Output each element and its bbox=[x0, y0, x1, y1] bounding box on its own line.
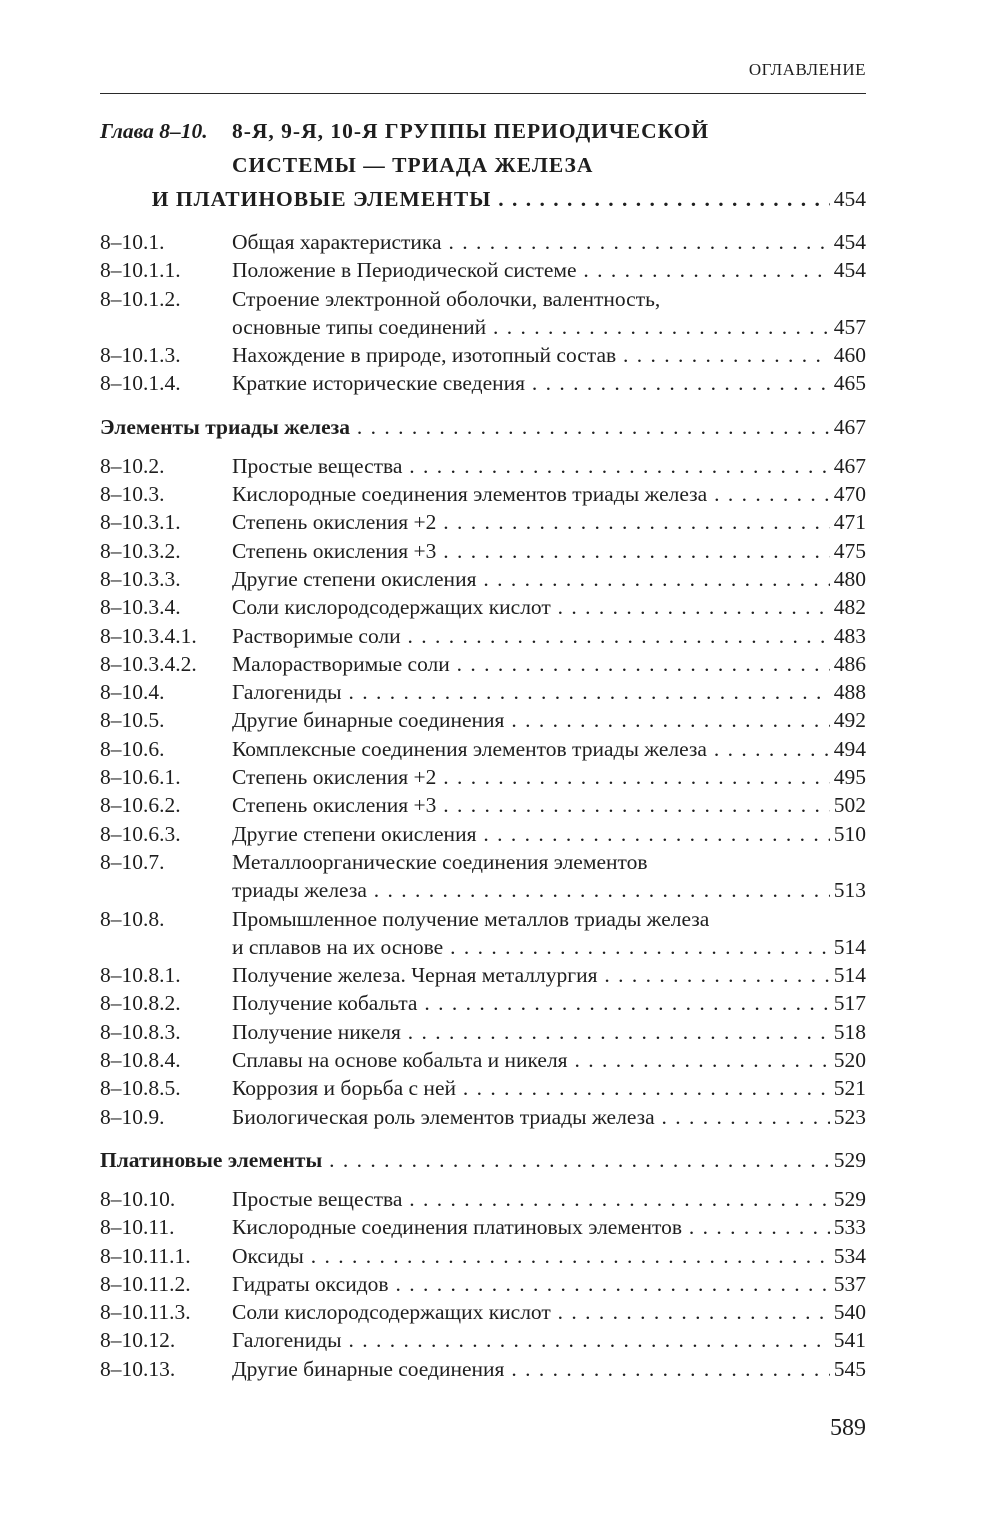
entry-title: Растворимые соли . . . bbox=[232, 622, 830, 650]
toc-entry bbox=[100, 1326, 866, 1354]
toc-entry bbox=[100, 961, 866, 989]
entry-number: 8–10.3.4. bbox=[100, 595, 181, 620]
table-of-contents bbox=[100, 114, 866, 1383]
entry-page: 471 bbox=[833, 510, 866, 535]
entry-page: 492 bbox=[833, 708, 866, 733]
toc-entry bbox=[100, 1242, 866, 1270]
toc-entry bbox=[100, 735, 866, 763]
entry-title: Оксиды . . . bbox=[232, 1242, 830, 1270]
toc-entry-continuation bbox=[100, 933, 866, 961]
entry-number: 8–10.8.5. bbox=[100, 1076, 181, 1101]
entry-title: Коррозия и борьба с ней . . . bbox=[232, 1074, 830, 1102]
toc-entry bbox=[100, 820, 866, 848]
entry-page: 454 bbox=[833, 230, 866, 254]
entry-page: 514 bbox=[833, 963, 866, 988]
toc-entry bbox=[100, 228, 866, 256]
chapter-heading bbox=[100, 114, 866, 216]
entry-number: 8–10.12. bbox=[100, 1328, 176, 1353]
toc-entry bbox=[100, 256, 866, 284]
toc-entry bbox=[100, 622, 866, 650]
entry-page: 513 bbox=[833, 878, 866, 903]
entry-page: 529 bbox=[833, 1186, 866, 1211]
general-entries bbox=[100, 228, 866, 398]
entry-title: Соли кислородсодержащих кислот . . . bbox=[232, 1298, 830, 1326]
toc-entry bbox=[100, 341, 866, 369]
chapter-title-line-3: И ПЛАТИНОВЫЕ ЭЛЕМЕНТЫ . . . bbox=[152, 182, 830, 216]
chapter-label: Глава 8–10. bbox=[100, 119, 208, 143]
toc-entry bbox=[100, 848, 866, 876]
entry-title: Сплавы на основе кобальта и никеля . . . bbox=[232, 1046, 830, 1074]
toc-entry bbox=[100, 565, 866, 593]
entry-number: 8–10.8.2. bbox=[100, 991, 181, 1016]
toc-entry bbox=[100, 285, 866, 313]
entry-page: 467 bbox=[833, 453, 866, 478]
chapter-title-line-1: 8-Я, 9-Я, 10-Я ГРУППЫ ПЕРИОДИЧЕСКОЙ bbox=[232, 119, 710, 143]
entry-title-continuation: основные типы соединений . . . bbox=[232, 313, 830, 341]
entry-title: Получение железа. Черная металлургия . . . bbox=[232, 961, 830, 989]
section-page: 467 bbox=[833, 414, 866, 439]
entry-page: 465 bbox=[833, 371, 866, 396]
entry-number: 8–10.6. bbox=[100, 736, 165, 761]
entry-number: 8–10.5. bbox=[100, 708, 165, 733]
entry-title: Кислородные соединения элементов триады железа . . . bbox=[232, 480, 830, 508]
toc-entry bbox=[100, 537, 866, 565]
entry-title: Получение никеля . . . bbox=[232, 1018, 830, 1046]
entry-page: 475 bbox=[833, 538, 866, 563]
entry-number: 8–10.6.3. bbox=[100, 821, 181, 846]
entry-number: 8–10.8. bbox=[100, 906, 165, 931]
entry-title: Другие степени окисления . . . bbox=[232, 565, 830, 593]
entry-number: 8–10.8.4. bbox=[100, 1048, 181, 1073]
section-iron-triad bbox=[100, 412, 866, 442]
entry-page: 457 bbox=[833, 314, 866, 339]
entry-number: 8–10.6.2. bbox=[100, 793, 181, 818]
toc-entry bbox=[100, 905, 866, 933]
entry-page: 483 bbox=[833, 623, 866, 648]
entry-title: Степень окисления +3 . . . bbox=[232, 537, 830, 565]
toc-entry-continuation bbox=[100, 313, 866, 341]
entry-page: 480 bbox=[833, 566, 866, 591]
chapter-page: 454 bbox=[833, 187, 866, 211]
entry-title: Степень окисления +2 . . . bbox=[232, 763, 830, 791]
toc-entry bbox=[100, 1298, 866, 1326]
entry-title: Степень окисления +3 . . . bbox=[232, 791, 830, 819]
entry-title: Простые вещества . . . bbox=[232, 452, 830, 480]
entry-number: 8–10.3. bbox=[100, 482, 165, 507]
entry-number: 8–10.2. bbox=[100, 453, 165, 478]
entry-title: Краткие исторические сведения . . . bbox=[232, 369, 830, 397]
entry-page: 482 bbox=[833, 595, 866, 620]
entry-number: 8–10.8.3. bbox=[100, 1019, 181, 1044]
entry-number: 8–10.6.1. bbox=[100, 765, 181, 790]
entry-number: 8–10.11.1. bbox=[100, 1243, 191, 1268]
entry-page: 523 bbox=[833, 1104, 866, 1129]
entry-title: Другие бинарные соединения . . . bbox=[232, 706, 830, 734]
toc-entry bbox=[100, 1018, 866, 1046]
entry-page: 460 bbox=[833, 343, 866, 368]
entry-title-continuation: триады железа . . . bbox=[232, 876, 830, 904]
entry-title: Строение электронной оболочки, валентность, bbox=[232, 286, 661, 311]
entry-title: Положение в Периодической системе . . . bbox=[232, 256, 830, 284]
entry-title: Простые вещества . . . bbox=[232, 1185, 830, 1213]
toc-entry bbox=[100, 1074, 866, 1102]
entry-number: 8–10.3.1. bbox=[100, 510, 181, 535]
entry-number: 8–10.11.3. bbox=[100, 1300, 191, 1325]
entry-title: Общая характеристика . . . bbox=[232, 228, 830, 256]
toc-entry bbox=[100, 791, 866, 819]
entry-number: 8–10.9. bbox=[100, 1104, 165, 1129]
entry-page: 520 bbox=[833, 1048, 866, 1073]
entry-page: 541 bbox=[833, 1328, 866, 1353]
entry-title: Нахождение в природе, изотопный состав . . . bbox=[232, 341, 830, 369]
entry-number: 8–10.3.4.1. bbox=[100, 623, 197, 648]
platinum-entries bbox=[100, 1185, 866, 1383]
toc-entry bbox=[100, 480, 866, 508]
entry-number: 8–10.13. bbox=[100, 1356, 176, 1381]
toc-entry bbox=[100, 989, 866, 1017]
entry-number: 8–10.3.4.2. bbox=[100, 651, 197, 676]
entry-title-continuation: и сплавов на их основе . . . bbox=[232, 933, 830, 961]
section-title: Элементы триады железа . . . bbox=[100, 412, 830, 442]
entry-page: 533 bbox=[833, 1215, 866, 1240]
section-platinum bbox=[100, 1145, 866, 1175]
entry-title: Малорастворимые соли . . . bbox=[232, 650, 830, 678]
entry-page: 514 bbox=[833, 934, 866, 959]
section-title: Платиновые элементы . . . bbox=[100, 1145, 830, 1175]
toc-entry bbox=[100, 1046, 866, 1074]
entry-page: 494 bbox=[833, 736, 866, 761]
toc-entry bbox=[100, 369, 866, 397]
entry-number: 8–10.11. bbox=[100, 1215, 175, 1240]
entry-page: 488 bbox=[833, 680, 866, 705]
entry-number: 8–10.10. bbox=[100, 1186, 176, 1211]
toc-entry bbox=[100, 593, 866, 621]
entry-page: 502 bbox=[833, 793, 866, 818]
entry-title: Комплексные соединения элементов триады железа . . . bbox=[232, 735, 830, 763]
chapter-title-line-2: СИСТЕМЫ — ТРИАДА ЖЕЛЕЗА bbox=[232, 153, 594, 177]
entry-page: 545 bbox=[833, 1356, 866, 1381]
entry-number: 8–10.1.4. bbox=[100, 371, 181, 396]
entry-number: 8–10.7. bbox=[100, 849, 165, 874]
entry-number: 8–10.1.1. bbox=[100, 258, 181, 283]
entry-page: 518 bbox=[833, 1019, 866, 1044]
toc-entry bbox=[100, 650, 866, 678]
toc-entry bbox=[100, 763, 866, 791]
entry-title: Галогениды . . . bbox=[232, 1326, 830, 1354]
entry-number: 8–10.1.2. bbox=[100, 286, 181, 311]
entry-title: Биологическая роль элементов триады железа . . . bbox=[232, 1103, 830, 1131]
running-head: ОГЛАВЛЕНИЕ bbox=[748, 60, 866, 79]
entry-number: 8–10.4. bbox=[100, 680, 165, 705]
entry-page: 486 bbox=[833, 651, 866, 676]
entry-page: 537 bbox=[833, 1271, 866, 1296]
entry-page: 510 bbox=[833, 821, 866, 846]
entry-title: Соли кислородсодержащих кислот . . . bbox=[232, 593, 830, 621]
section-page: 529 bbox=[833, 1147, 866, 1172]
entry-page: 540 bbox=[833, 1300, 866, 1325]
page-number: 589 bbox=[830, 1415, 866, 1441]
toc-entry bbox=[100, 452, 866, 480]
entry-page: 495 bbox=[833, 765, 866, 790]
entry-title: Гидраты оксидов . . . bbox=[232, 1270, 830, 1298]
iron-triad-entries bbox=[100, 452, 866, 1131]
header-rule bbox=[100, 93, 866, 94]
entry-number: 8–10.3.2. bbox=[100, 538, 181, 563]
entry-title: Другие бинарные соединения . . . bbox=[232, 1355, 830, 1383]
entry-title: Металлоорганические соединения элементов bbox=[232, 849, 648, 874]
entry-number: 8–10.11.2. bbox=[100, 1271, 191, 1296]
toc-entry bbox=[100, 1213, 866, 1241]
toc-entry bbox=[100, 1270, 866, 1298]
entry-title: Промышленное получение металлов триады железа bbox=[232, 906, 710, 931]
toc-entry bbox=[100, 678, 866, 706]
entry-title: Степень окисления +2 . . . bbox=[232, 508, 830, 536]
entry-number: 8–10.8.1. bbox=[100, 963, 181, 988]
toc-entry bbox=[100, 508, 866, 536]
entry-number: 8–10.3.3. bbox=[100, 566, 181, 591]
toc-entry bbox=[100, 1355, 866, 1383]
entry-page: 470 bbox=[833, 482, 866, 507]
entry-title: Получение кобальта . . . bbox=[232, 989, 830, 1017]
entry-page: 454 bbox=[833, 258, 866, 283]
entry-title: Галогениды . . . bbox=[232, 678, 830, 706]
entry-title: Кислородные соединения платиновых элементов . . . bbox=[232, 1213, 830, 1241]
toc-entry bbox=[100, 1103, 866, 1131]
entry-number: 8–10.1. bbox=[100, 230, 165, 254]
entry-page: 534 bbox=[833, 1243, 866, 1268]
toc-entry bbox=[100, 706, 866, 734]
entry-page: 517 bbox=[833, 991, 866, 1016]
entry-title: Другие степени окисления . . . bbox=[232, 820, 830, 848]
toc-entry bbox=[100, 1185, 866, 1213]
toc-entry-continuation bbox=[100, 876, 866, 904]
entry-page: 521 bbox=[833, 1076, 866, 1101]
entry-number: 8–10.1.3. bbox=[100, 343, 181, 368]
